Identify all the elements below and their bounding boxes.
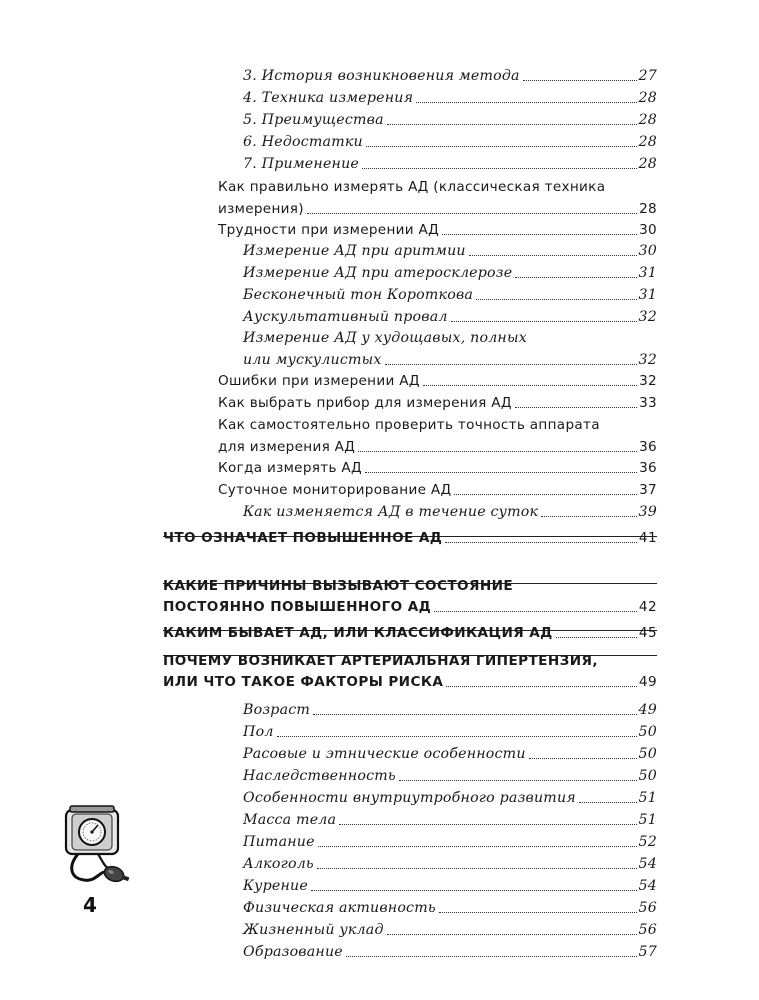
toc-entry-title: ЧТО ОЗНАЧАЕТ ПОВЫШЕННОЕ АД xyxy=(163,530,443,546)
toc-entry[interactable] xyxy=(243,306,657,328)
toc-entry[interactable] xyxy=(218,457,657,479)
toc-entry[interactable] xyxy=(243,743,657,765)
toc-entry[interactable] xyxy=(243,853,657,875)
toc-page-number: 32 xyxy=(638,352,657,368)
toc-entry[interactable] xyxy=(243,87,657,109)
toc-page-number: 28 xyxy=(639,201,657,217)
dot-leader xyxy=(579,802,637,803)
toc-page-number: 27 xyxy=(638,68,657,84)
toc-entry-title: 7. Применение xyxy=(243,156,360,172)
toc-entry[interactable] xyxy=(243,721,657,743)
toc-entry-title: Как правильно измерять АД (классическая техника xyxy=(218,179,606,195)
toc-page-number: 51 xyxy=(638,812,657,828)
toc-entry-title: Трудности при измерении АД xyxy=(218,222,440,238)
toc-page-number: 28 xyxy=(638,112,657,128)
dot-leader xyxy=(387,934,637,935)
toc-entry[interactable] xyxy=(218,176,657,220)
toc-page-number: 31 xyxy=(638,287,657,303)
toc-entry-title: Алкоголь xyxy=(243,856,314,872)
toc-entry-title: КАКИЕ ПРИЧИНЫ ВЫЗЫВАЮТ СОСТОЯНИЕ xyxy=(163,578,514,594)
toc-entry-title: Измерение АД при атеросклерозе xyxy=(243,265,513,281)
toc-page-number: 32 xyxy=(638,309,657,325)
toc-entry-title: Бесконечный тон Короткова xyxy=(243,287,474,303)
dot-leader xyxy=(445,542,637,543)
toc-entry[interactable] xyxy=(243,327,657,371)
toc-entry[interactable] xyxy=(163,651,657,693)
toc-entry[interactable] xyxy=(243,699,657,721)
toc-entry-title: КАКИМ БЫВАЕТ АД, ИЛИ КЛАССИФИКАЦИЯ АД xyxy=(163,625,553,641)
dot-leader xyxy=(451,321,637,322)
toc-entry-title: 6. Недостатки xyxy=(243,134,363,150)
dot-leader xyxy=(346,956,637,957)
toc-page-number: 36 xyxy=(639,439,657,455)
toc-page-number: 32 xyxy=(639,373,657,389)
toc-page-number: 51 xyxy=(638,790,657,806)
toc-page-number: 50 xyxy=(638,724,657,740)
dot-leader xyxy=(385,364,637,365)
dot-leader xyxy=(362,168,637,169)
toc-entry[interactable] xyxy=(243,153,657,175)
toc-page-number: 28 xyxy=(638,156,657,172)
toc-page-number: 54 xyxy=(638,878,657,894)
toc-entry[interactable] xyxy=(243,809,657,831)
toc-entry[interactable] xyxy=(243,65,657,87)
toc-entry-title: ИЛИ ЧТО ТАКОЕ ФАКТОРЫ РИСКА xyxy=(163,674,444,690)
toc-entry-title: измерения) xyxy=(218,201,304,217)
dot-leader xyxy=(476,299,636,300)
toc-entry[interactable] xyxy=(243,131,657,153)
toc-page-number: 50 xyxy=(638,768,657,784)
toc-entry-title: Измерение АД у худощавых, полных xyxy=(243,330,527,346)
toc-entry[interactable] xyxy=(163,576,657,618)
dot-leader xyxy=(317,868,637,869)
dot-leader xyxy=(307,213,637,214)
toc-entry-title: Особенности внутриутробного развития xyxy=(243,790,576,806)
toc-page-number: 33 xyxy=(639,395,657,411)
dot-leader xyxy=(339,824,636,825)
toc-entry[interactable] xyxy=(243,262,657,284)
toc-entry[interactable] xyxy=(218,479,657,501)
toc-page-number: 54 xyxy=(638,856,657,872)
toc-entry[interactable] xyxy=(218,414,657,458)
toc-entry[interactable] xyxy=(243,875,657,897)
toc-entry-title: Аускультативный провал xyxy=(243,309,448,325)
toc-entry-title: Курение xyxy=(243,878,308,894)
dot-leader xyxy=(423,385,637,386)
toc-entry-title: Как изменяется АД в течение суток xyxy=(243,504,539,520)
toc-entry-title: Физическая активность xyxy=(243,900,436,916)
toc-entry-title: ПОЧЕМУ ВОЗНИКАЕТ АРТЕРИАЛЬНАЯ ГИПЕРТЕНЗИЯ, xyxy=(163,653,598,669)
toc-entry-title: или мускулистых xyxy=(243,352,382,368)
toc-page-number: 49 xyxy=(638,674,657,690)
toc-page-number: 30 xyxy=(639,222,657,238)
toc-page-number: 31 xyxy=(638,265,657,281)
toc-entry-title: Питание xyxy=(243,834,315,850)
toc-page-number: 37 xyxy=(639,482,657,498)
blood-pressure-monitor-icon xyxy=(58,800,138,900)
dot-leader xyxy=(541,516,636,517)
toc-page-number: 57 xyxy=(638,944,657,960)
toc-page-number: 56 xyxy=(638,900,657,916)
dot-leader xyxy=(439,912,637,913)
dot-leader xyxy=(365,472,637,473)
toc-page-number: 45 xyxy=(638,625,657,641)
dot-leader xyxy=(515,277,636,278)
toc-entry-title: Образование xyxy=(243,944,343,960)
toc-entry-title: 4. Техника измерения xyxy=(243,90,414,106)
dot-leader xyxy=(442,234,637,235)
toc-entry-title: 5. Преимущества xyxy=(243,112,384,128)
toc-page-number: 41 xyxy=(638,530,657,546)
dot-leader xyxy=(277,736,637,737)
toc-entry-title: Возраст xyxy=(243,702,311,718)
toc-entry[interactable] xyxy=(243,831,657,853)
toc-entry[interactable] xyxy=(243,765,657,787)
toc-entry[interactable] xyxy=(243,941,657,963)
toc-entry-title: Суточное мониторирование АД xyxy=(218,482,452,498)
toc-page-number: 28 xyxy=(638,90,657,106)
toc-page-number: 52 xyxy=(638,834,657,850)
toc-page-number: 50 xyxy=(638,746,657,762)
dot-leader xyxy=(399,780,637,781)
dot-leader xyxy=(366,146,637,147)
dot-leader xyxy=(313,714,637,715)
dot-leader xyxy=(311,890,637,891)
toc-entry[interactable] xyxy=(243,284,657,306)
toc-entry-title: 3. История возникновения метода xyxy=(243,68,520,84)
toc-page-number: 30 xyxy=(638,243,657,259)
toc-page-number: 42 xyxy=(638,599,657,615)
toc-entry[interactable] xyxy=(218,392,657,414)
toc-entry-title: Когда измерять АД xyxy=(218,460,362,476)
dot-leader xyxy=(434,611,637,612)
toc-entry[interactable] xyxy=(243,109,657,131)
toc-entry-title: Как выбрать прибор для измерения АД xyxy=(218,395,512,411)
dot-leader xyxy=(318,846,637,847)
toc-page-number: 28 xyxy=(638,134,657,150)
toc-page-number: 36 xyxy=(639,460,657,476)
page-number: 4 xyxy=(83,893,97,917)
toc-page-number: 39 xyxy=(638,504,657,520)
toc-entry[interactable] xyxy=(163,528,657,549)
dot-leader xyxy=(446,686,637,687)
dot-leader xyxy=(469,255,637,256)
toc-entry[interactable] xyxy=(163,623,657,644)
dot-leader xyxy=(556,637,637,638)
toc-entry[interactable] xyxy=(243,501,657,523)
toc-entry[interactable] xyxy=(218,370,657,392)
toc-entry[interactable] xyxy=(243,897,657,919)
dot-leader xyxy=(515,407,637,408)
dot-leader xyxy=(523,80,637,81)
toc-entry-title: Измерение АД при аритмии xyxy=(243,243,466,259)
toc-entry[interactable] xyxy=(243,240,657,262)
toc-entry[interactable] xyxy=(218,219,657,241)
dot-leader xyxy=(387,124,637,125)
toc-entry-title: Расовые и этнические особенности xyxy=(243,746,526,762)
toc-entry-title: Масса тела xyxy=(243,812,337,828)
toc-page-number: 56 xyxy=(638,922,657,938)
toc-entry[interactable] xyxy=(243,787,657,809)
toc-entry-title: Наследственность xyxy=(243,768,396,784)
dot-leader xyxy=(529,758,637,759)
dot-leader xyxy=(454,494,637,495)
toc-entry-title: Ошибки при измерении АД xyxy=(218,373,420,389)
toc-entry-title: для измерения АД xyxy=(218,439,356,455)
toc-page-number: 49 xyxy=(638,702,657,718)
toc-entry[interactable] xyxy=(243,919,657,941)
toc-entry-title: Как самостоятельно проверить точность аппарата xyxy=(218,417,600,433)
dot-leader xyxy=(358,451,637,452)
toc-entry-title: Жизненный уклад xyxy=(243,922,384,938)
toc-entry-title: Пол xyxy=(243,724,274,740)
dot-leader xyxy=(416,102,636,103)
toc-entry-title: ПОСТОЯННО ПОВЫШЕННОГО АД xyxy=(163,599,432,615)
